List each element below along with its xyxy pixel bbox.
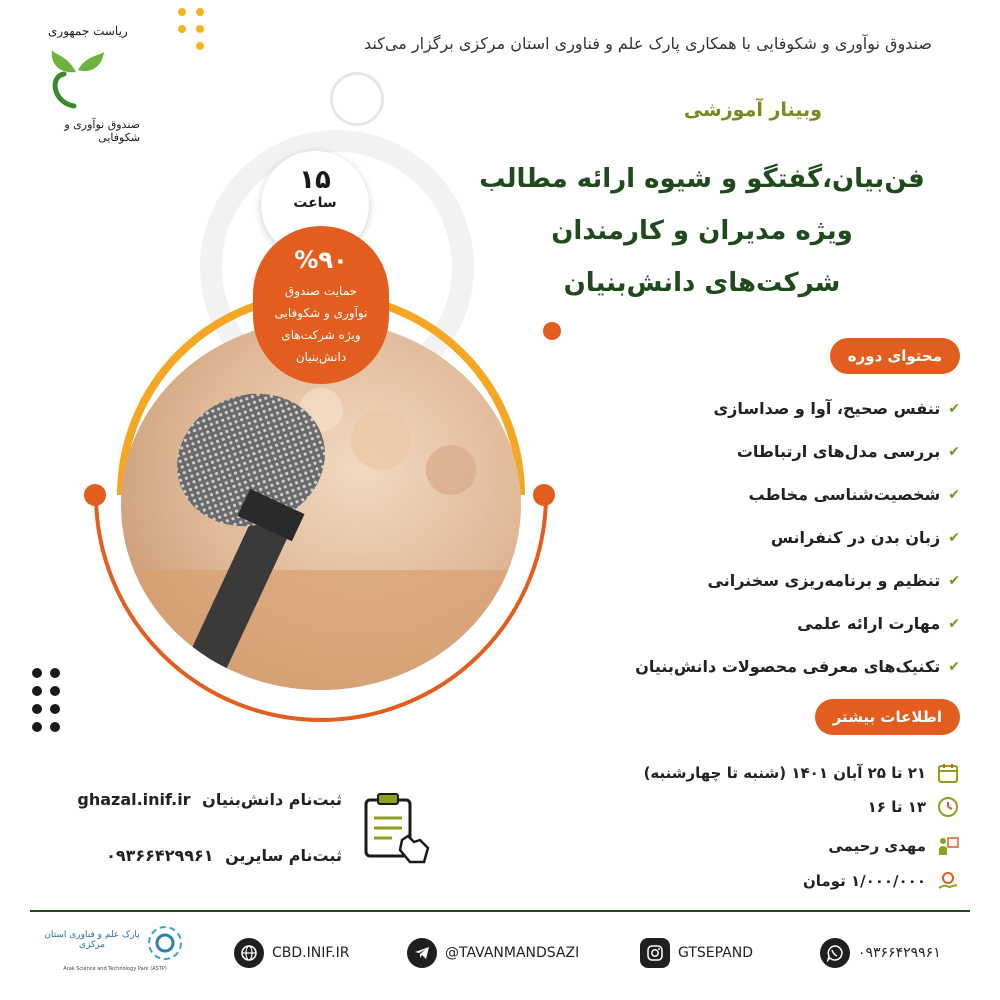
clock-icon (936, 795, 960, 819)
support-line: حمایت صندوق (284, 284, 358, 298)
registration-kb (77, 790, 342, 809)
check-icon: ✔ (948, 573, 960, 589)
instructor-text: مهدی رحیمی (828, 837, 926, 855)
list-item (540, 484, 960, 527)
check-icon: ✔ (948, 401, 960, 417)
list-item (540, 527, 960, 570)
deco-dot-black (50, 722, 60, 732)
support-percent: %۹۰ (294, 246, 348, 274)
park-logo-icon (144, 922, 186, 964)
deco-dot-black (50, 668, 60, 678)
park-name-en: Arak Science and Technology Park (ASTP) (63, 966, 167, 972)
price-text: ۱/۰۰۰/۰۰۰ تومان (802, 872, 926, 890)
info-heading: اطلاعات بیشتر (815, 699, 960, 735)
reg-kb-url[interactable]: ghazal.inif.ir (77, 790, 191, 809)
website-text: CBD.INIF.IR (272, 945, 350, 961)
deco-dot-black (32, 686, 42, 696)
telegram-text: @TAVANMANDSAZI (445, 945, 580, 961)
website-link[interactable] (234, 936, 349, 970)
list-item-text: تنظیم و برنامه‌ریزی سخنرانی (707, 571, 941, 590)
instagram-text: GTSEPAND (678, 945, 754, 961)
list-item-text: تکنیک‌های معرفی محصولات دانش‌بنیان (635, 657, 941, 676)
leaf-icon (42, 46, 112, 116)
telegram-link[interactable] (407, 936, 579, 970)
reg-other-phone[interactable]: ۰۹۳۶۶۴۲۹۹۶۱ (106, 846, 214, 865)
reg-kb-label: ثبت‌نام دانش‌بنیان (202, 790, 342, 809)
deco-dot (196, 42, 204, 50)
instagram-link[interactable] (640, 936, 753, 970)
date-text: ۲۱ تا ۲۵ آبان ۱۴۰۱ (شنبه تا چهارشنبه) (643, 764, 926, 782)
support-line: ویژه شرکت‌های (281, 328, 361, 342)
time-text: ۱۳ تا ۱۶ (867, 798, 926, 816)
park-name-fa: پارک علم و فناوری استان مرکزی (44, 930, 140, 950)
deco-dot-black (32, 668, 42, 678)
deco-dot (196, 8, 204, 16)
organizer-text: صندوق نوآوری و شکوفایی با همکاری پارک علم و فناوری استان مرکزی برگزار می‌کند (364, 34, 932, 53)
whatsapp-link[interactable] (820, 936, 941, 970)
info-date (644, 758, 960, 788)
check-icon: ✔ (948, 487, 960, 503)
list-item-text: مهارت ارائه علمی (797, 614, 941, 633)
deco-dot (196, 25, 204, 33)
info-instructor (828, 831, 960, 861)
whatsapp-text: ۰۹۳۶۶۴۲۹۹۶۱ (858, 945, 941, 961)
support-line: دانش‌بنیان (295, 350, 347, 364)
list-item (540, 656, 960, 699)
check-icon: ✔ (948, 659, 960, 675)
event-subtitle: وبینار آموزشی (683, 99, 822, 121)
title-line: شرکت‌های دانش‌بنیان (563, 268, 841, 298)
whatsapp-icon (820, 938, 850, 968)
deco-dot (178, 8, 186, 16)
instagram-icon (640, 938, 670, 968)
hours-label: ساعت (293, 195, 337, 211)
list-item-text: تنفس صحیح، آوا و صداسازی (713, 399, 941, 418)
deco-dot-black (32, 704, 42, 714)
title-line: ویژه مدیران و کارمندان (551, 216, 853, 246)
content-heading: محتوای دوره (830, 338, 960, 374)
teacher-icon (936, 834, 960, 858)
check-icon: ✔ (948, 444, 960, 460)
info-price (803, 866, 960, 896)
list-item (540, 398, 960, 441)
registration-other (106, 846, 342, 865)
deco-ring-top (330, 72, 384, 126)
info-time (868, 792, 960, 822)
list-item (540, 570, 960, 613)
list-item (540, 441, 960, 484)
check-icon: ✔ (948, 616, 960, 632)
list-item (540, 613, 960, 656)
clipboard-hand-icon (358, 790, 436, 868)
support-badge (253, 226, 389, 384)
reg-other-label: ثبت‌نام سایرین (225, 846, 342, 865)
support-line: نوآوری و شکوفایی (274, 306, 368, 320)
list-item-text: بررسی مدل‌های ارتباطات (736, 442, 941, 461)
list-item-text: شخصیت‌شناسی مخاطب (748, 485, 941, 504)
footer-divider (30, 910, 970, 912)
logo-top-text: ریاست جمهوری (48, 24, 128, 38)
logo-bottom-text: صندوق نوآوری و شکوفایی (64, 118, 140, 144)
calendar-icon (936, 761, 960, 785)
park-logo (40, 920, 190, 980)
deco-dot-black (32, 722, 42, 732)
hours-number: ۱۵ (299, 165, 331, 195)
title-line: فن‌بیان،گفتگو و شیوه ارائه مطالب (479, 164, 925, 194)
deco-dot-black (50, 686, 60, 696)
check-icon: ✔ (948, 530, 960, 546)
fund-logo (20, 14, 140, 144)
money-icon (936, 869, 960, 893)
deco-dot-black (50, 704, 60, 714)
deco-dot (178, 25, 186, 33)
list-item-text: زبان بدن در کنفرانس (770, 528, 941, 547)
globe-icon (234, 938, 264, 968)
telegram-icon (407, 938, 437, 968)
content-list (540, 398, 960, 699)
event-title (472, 153, 932, 309)
